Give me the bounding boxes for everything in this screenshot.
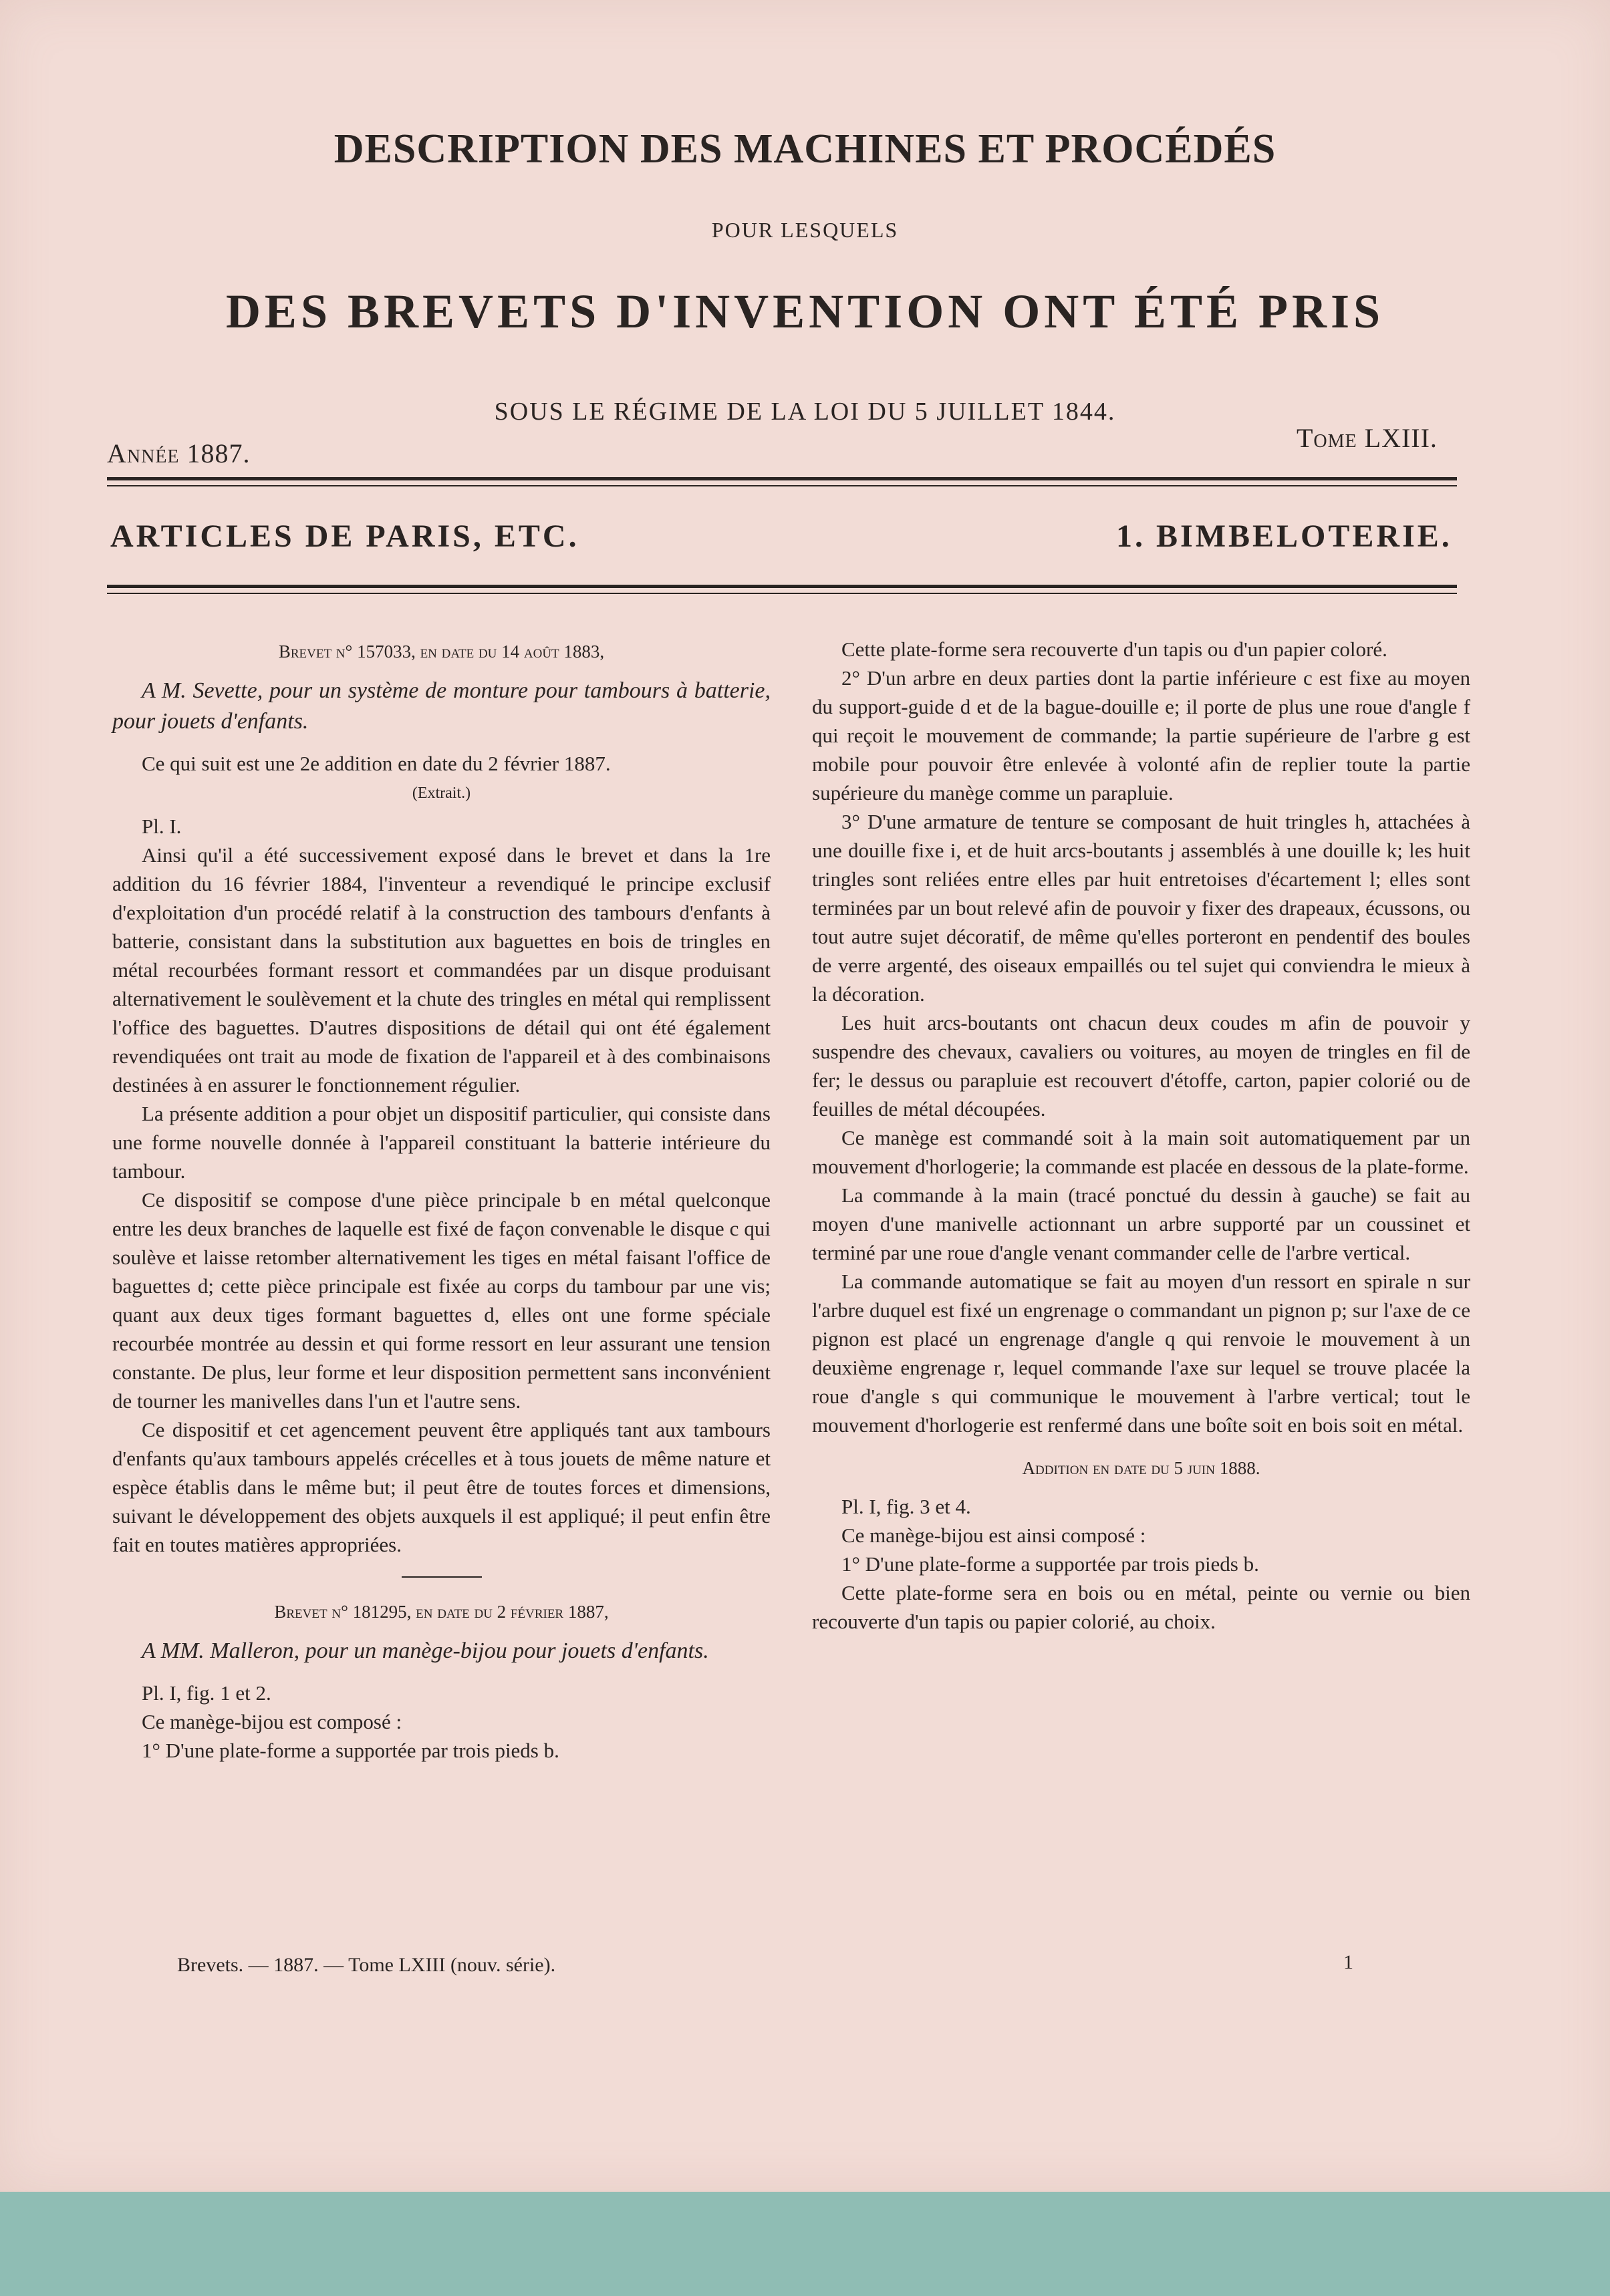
brevet2-header: Brevet n° 181295, en date du 2 février 1887,	[274, 1602, 609, 1622]
main-title-line2: DES BREVETS D'INVENTION ONT ÉTÉ PRIS	[225, 285, 1385, 338]
addition-line-1: Ce manège-bijou est ainsi composé :	[841, 1524, 1146, 1547]
subtitle: SOUS LE RÉGIME DE LA LOI DU 5 JUILLET 1844.	[494, 398, 1116, 426]
section-rule-thick	[107, 585, 1457, 588]
right-paragraph-3: 3° D'une armature de tenture se composant de huit tringles h, attachées à une douille fixe i, et de huit arcs-boutants j assemblés à une douille k; les huit tringles sont reliées entre elles par huit entretoises d'écartement l; elles sont terminées par un bout relevé afin de pouvoir y fixer des drapeaux, écussons, ou tout autre sujet décoratif, de même qu'elles porteront en pendentif des boules de verre argenté, des oiseaux empaillés ou tel sujet qui conviendra le mieux à la décoration.	[812, 810, 1470, 1006]
addition-line-3: Cette plate-forme sera en bois ou en métal, peinte ou vernie ou bien recouverte d'un tapis ou papier colorié, au choix.	[812, 1581, 1470, 1633]
brevet1-plate-ref: Pl. I.	[142, 815, 182, 838]
main-title-line1: DESCRIPTION DES MACHINES ET PROCÉDÉS	[333, 126, 1277, 172]
top-rule-thick	[107, 477, 1457, 480]
addition-plate-ref: Pl. I, fig. 3 et 4.	[841, 1495, 971, 1518]
separator	[402, 1576, 482, 1578]
brevet1-paragraph-3: Ce dispositif se compose d'une pièce principale b en métal quelconque entre les deux branches de laquelle est fixé de façon convenable le disque c qui soulève et laisse retomber alternativement les tiges en métal faisant l'office de baguettes d; cette pièce principale est fixée au corps du tambour par une vis; quant aux deux tiges formant baguettes d, elles ont une forme spéciale recourbée montrée au dessin et qui forme ressort en leur assurant une tension constante. De plus, leur forme et leur disposition permettent sans inconvénient de tourner les manivelles dans l'un et l'autre sens.	[112, 1188, 771, 1413]
brevet1-header: Brevet n° 157033, en date du 14 août 1883,	[278, 641, 605, 662]
right-paragraph-2: 2° D'un arbre en deux parties dont la partie inférieure c est fixe au moyen du support-guide d et de la bague-douille e; il porte de plus une roue d'angle f qui reçoit le mouvement de commande; la partie supérieure de l'arbre g est mobile pour pouvoir être enlevée à volonté afin de replier toute la partie supérieure du manège comme un parapluie.	[812, 666, 1470, 805]
right-column	[812, 635, 1470, 1636]
right-paragraph-5: Ce manège est commandé soit à la main soit automatiquement par un mouvement d'horlogerie; la commande est placée en dessous de la plate-forme.	[812, 1126, 1470, 1178]
top-rule-thin	[107, 485, 1457, 486]
brevet1-title: A M. Sevette, pour un système de monture pour tambours à batterie, pour jouets d'enfants.	[112, 678, 771, 734]
right-paragraph-1: Cette plate-forme sera recouverte d'un tapis ou d'un papier coloré.	[841, 637, 1387, 661]
brevet1-paragraph-4: Ce dispositif et cet agencement peuvent être appliqués tant aux tambours d'enfants qu'aux tambours appelés crécelles et à tous jouets de même nature et espèce établis dans le même but; il peut être de toutes forces et dimensions, suivant le développement des objets auxquels il est appliqué; il peut enfin être fait en toutes matières appropriées.	[112, 1418, 771, 1556]
year-label: Année 1887.	[107, 438, 251, 468]
brevet2-title: A MM. Malleron, pour un manège-bijou pour jouets d'enfants.	[142, 1638, 709, 1663]
addition-line-2: 1° D'une plate-forme a supportée par trois pieds b.	[841, 1552, 1259, 1576]
right-paragraph-4: Les huit arcs-boutants ont chacun deux coudes m afin de pouvoir y suspendre des chevaux, cavaliers ou voitures, au moyen de tringles en fil de fer; le dessus ou parapluie est recouvert d'étoffe, carton, papier colorié ou de feuilles de métal découpées.	[812, 1011, 1470, 1121]
brevet1-extrait: (Extrait.)	[412, 784, 471, 802]
addition-header: Addition en date du 5 juin 1888.	[1022, 1458, 1260, 1478]
section-title-right: 1. BIMBELOTERIE.	[1116, 519, 1452, 554]
right-paragraph-7: La commande automatique se fait au moyen d'un ressort en spirale n sur l'arbre duquel est fixé un engrenage o commandant un pignon p; sur l'axe de ce pignon est placé un engrenage d'angle q qui renvoie le mouvement à un deuxième engrenage r, lequel commande l'axe sur lequel se trouve placée la roue d'angle s qui communique le mouvement à l'arbre vertical; tout le mouvement d'horlogerie est renfermé dans une boîte soit en bois soit en métal.	[812, 1270, 1470, 1437]
brevet1-intro: Ce qui suit est une 2e addition en date du 2 février 1887.	[142, 752, 611, 775]
brevet2-plate-ref: Pl. I, fig. 1 et 2.	[142, 1681, 271, 1705]
footer-reference: Brevets. — 1887. — Tome LXIII (nouv. série).	[177, 1954, 556, 1976]
main-title-pour: POUR LESQUELS	[711, 218, 899, 242]
left-column	[112, 635, 771, 1765]
brevet2-line-2: 1° D'une plate-forme a supportée par trois pieds b.	[142, 1739, 559, 1762]
brevet1-paragraph-2: La présente addition a pour objet un dispositif particulier, qui consiste dans une forme nouvelle donnée à l'appareil constituant la batterie intérieure du tambour.	[112, 1102, 771, 1183]
brevet2-line-1: Ce manège-bijou est composé :	[142, 1710, 402, 1733]
volume-label: Tome LXIII.	[1297, 423, 1438, 453]
section-rule-thin	[107, 593, 1457, 594]
section-title-left: ARTICLES DE PARIS, ETC.	[110, 519, 579, 554]
right-paragraph-6: La commande à la main (tracé ponctué du dessin à gauche) se fait au moyen d'une manivelle actionnant un arbre supporté par un coussinet et terminé par une roue d'angle venant commander celle de l'arbre vertical.	[812, 1183, 1470, 1264]
brevet1-paragraph-1: Ainsi qu'il a été successivement exposé dans le brevet et dans la 1re addition du 16 février 1884, l'inventeur a revendiqué le principe exclusif d'exploitation d'un procédé relatif à la construction des tambours d'enfants à batterie, consistant dans la substitution aux baguettes en bois de tringles en métal recourbées formant ressort et commandées par un disque produisant alternativement le soulèvement et la chute des tringles en métal qui remplissent l'office des baguettes. D'autres dispositions de détail qui ont été également revendiquées ont trait au mode de fixation de l'appareil et à des combinaisons destinées à en assurer le fonctionnement régulier.	[112, 843, 771, 1097]
page-number: 1	[1343, 1951, 1353, 1973]
background-strip	[0, 2192, 1610, 2296]
